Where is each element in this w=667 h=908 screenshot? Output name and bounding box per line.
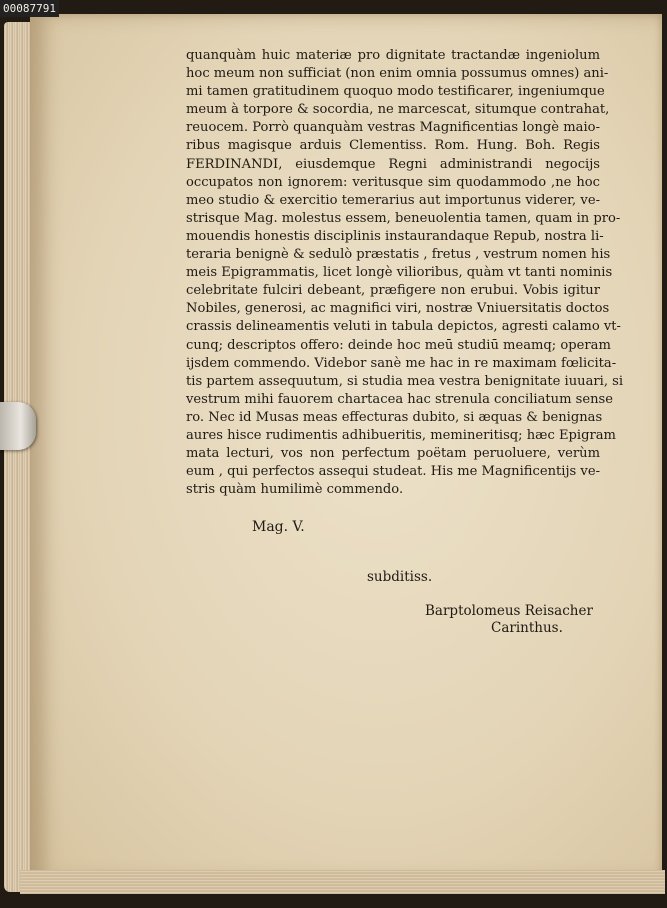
text-line: teraria benignè & sedulò præstatis , fretus , vestrum nomen his: [186, 247, 611, 263]
text-line: vestrum mihi fauorem chartacea hac strenula conciliatum sense: [186, 391, 614, 407]
text-line: stris quàm humilimè commendo.: [186, 482, 404, 498]
text-line: crassis delineamentis veluti in tabula depictos, agresti calamo vt-: [186, 319, 621, 335]
text-line: ro. Nec id Musas meas effecturas dubito, si æquas & benignas: [186, 409, 603, 425]
text-line: ribus magisque arduis Clementiss. Rom. Hung. Boh. Regis: [186, 138, 600, 154]
book-page-edges: [4, 22, 32, 892]
text-line: tis partem assequutum, si studia mea vestra benignitate iuuari, si: [186, 373, 624, 389]
text-line: celebritate fulciri debeant, præfigere non erubui. Vobis igitur: [186, 283, 600, 299]
text-line: eum , qui perfectos assequi studeat. His me Magnificentijs ve-: [186, 464, 600, 480]
page-clip: [0, 402, 36, 450]
text-line: FERDINANDI, eiusdemque Regni administrandi negocijs: [186, 156, 600, 172]
text-line: mouendis honestis disciplinis instaurandaque Repub, nostra li-: [186, 228, 604, 244]
text-line: mi tamen gratitudinem quoquo modo testificarer, ingeniumque: [186, 84, 605, 100]
text-line: quanquàm huic materiæ pro dignitate tractandæ ingeniolum: [186, 48, 600, 63]
text-line: meis Epigrammatis, licet longè vilioribus, quàm vt tanti nominis: [186, 265, 613, 281]
text-line: meo studio & exercitio temerarius aut importunus viderer, ve-: [186, 192, 600, 208]
body-text: [186, 47, 624, 499]
text-line: aures hisce rudimentis adhibueritis, memineritisq; hæc Epigram: [186, 427, 616, 443]
text-line: strisque Mag. molestus essem, beneuolentia tamen, quam in pro-: [186, 210, 621, 226]
text-line: occupatos non ignorem: veritusque sim quodammodo ,ne hoc: [186, 174, 600, 190]
signature-origin: Carinthus.: [491, 620, 563, 636]
text-line: mata lecturi, vos non perfectum poëtam peruoluere, verùm: [186, 446, 600, 462]
text-line: Nobiles, generosi, ac magnifici viri, nostræ Vniuersitatis doctos: [186, 301, 610, 317]
signature-name: Barptolomeus Reisacher: [425, 603, 593, 619]
text-line: ijsdem commendo. Videbor sanè me hac in re maximam fœlicita-: [186, 355, 617, 371]
text-line: hoc meum non sufficiat (non enim omnia possumus omnes) ani-: [186, 66, 609, 82]
text-line: meum à torpore & socordia, ne marcescat, situmque contrahat,: [186, 102, 610, 118]
text-line: cunq; descriptos offero: deinde hoc meū studiū meamq; operam: [186, 337, 611, 353]
text-line: reuocem. Porrò quanquàm vestras Magnificentias longè maio-: [186, 120, 600, 136]
image-id-label: 00087791: [0, 0, 59, 17]
subditiss-line: subditiss.: [367, 569, 433, 585]
book-bottom-edge: [20, 870, 665, 894]
closing-salutation: Mag. V.: [252, 519, 305, 535]
